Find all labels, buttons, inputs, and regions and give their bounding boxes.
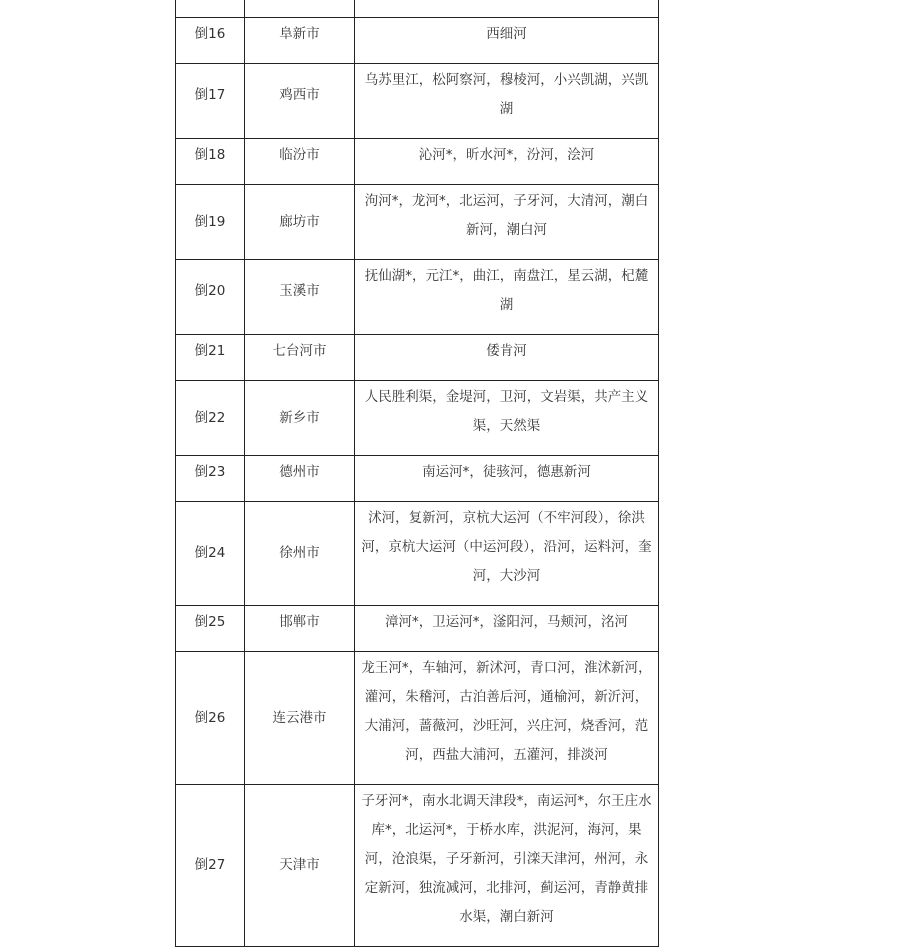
table-row-stub bbox=[176, 0, 659, 18]
city-cell: 临汾市 bbox=[245, 139, 355, 185]
table-row bbox=[176, 185, 659, 260]
rank-cell: 倒19 bbox=[176, 185, 245, 260]
table-row bbox=[176, 18, 659, 64]
rank-cell: 倒23 bbox=[176, 456, 245, 502]
stub-cell bbox=[176, 0, 245, 18]
rivers-cell: 漳河*，卫运河*，滏阳河，马颊河，洺河 bbox=[355, 606, 659, 652]
table-row bbox=[176, 64, 659, 139]
table-row bbox=[176, 381, 659, 456]
rivers-cell: 乌苏里江，松阿察河，穆棱河，小兴凯湖，兴凯湖 bbox=[355, 64, 659, 139]
city-cell: 玉溪市 bbox=[245, 260, 355, 335]
city-cell: 连云港市 bbox=[245, 652, 355, 785]
city-cell: 天津市 bbox=[245, 785, 355, 947]
rank-cell: 倒21 bbox=[176, 335, 245, 381]
table-row bbox=[176, 335, 659, 381]
rivers-cell: 子牙河*，南水北调天津段*，南运河*，尔王庄水库*，北运河*，于桥水库，洪泥河，海河，果河，沧浪渠，子牙新河，引滦天津河，州河，永定新河，独流减河，北排河，蓟运河，青静黄排水渠，潮白新河 bbox=[355, 785, 659, 947]
rivers-cell: 泃河*，龙河*，北运河，子牙河，大清河，潮白新河，潮白河 bbox=[355, 185, 659, 260]
city-cell: 鸡西市 bbox=[245, 64, 355, 139]
rivers-cell: 西细河 bbox=[355, 18, 659, 64]
rivers-cell: 南运河*，徒骇河，德惠新河 bbox=[355, 456, 659, 502]
table-row bbox=[176, 785, 659, 947]
rankings-table-container bbox=[175, 0, 658, 947]
rank-cell: 倒16 bbox=[176, 18, 245, 64]
city-cell: 七台河市 bbox=[245, 335, 355, 381]
table-row bbox=[176, 502, 659, 606]
rivers-cell: 沭河，复新河，京杭大运河（不牢河段），徐洪河，京杭大运河（中运河段），沿河，运料河，奎河，大沙河 bbox=[355, 502, 659, 606]
water-quality-ranking-table bbox=[175, 0, 659, 947]
stub-cell bbox=[245, 0, 355, 18]
rank-cell: 倒22 bbox=[176, 381, 245, 456]
table-row bbox=[176, 139, 659, 185]
rank-cell: 倒25 bbox=[176, 606, 245, 652]
table-row bbox=[176, 260, 659, 335]
rivers-cell: 人民胜利渠，金堤河，卫河，文岩渠，共产主义渠，天然渠 bbox=[355, 381, 659, 456]
rank-cell: 倒27 bbox=[176, 785, 245, 947]
rank-cell: 倒18 bbox=[176, 139, 245, 185]
table-row bbox=[176, 456, 659, 502]
city-cell: 徐州市 bbox=[245, 502, 355, 606]
table-row bbox=[176, 652, 659, 785]
stub-cell bbox=[355, 0, 659, 18]
rank-cell: 倒26 bbox=[176, 652, 245, 785]
city-cell: 阜新市 bbox=[245, 18, 355, 64]
rivers-cell: 龙王河*，车轴河，新沭河，青口河，淮沭新河，灌河，朱稽河，古泊善后河，通榆河，新沂河，大浦河，蔷薇河，沙旺河，兴庄河，烧香河，范河，西盐大浦河，五灌河，排淡河 bbox=[355, 652, 659, 785]
table-row bbox=[176, 606, 659, 652]
city-cell: 邯郸市 bbox=[245, 606, 355, 652]
city-cell: 新乡市 bbox=[245, 381, 355, 456]
city-cell: 廊坊市 bbox=[245, 185, 355, 260]
city-cell: 德州市 bbox=[245, 456, 355, 502]
rank-cell: 倒20 bbox=[176, 260, 245, 335]
rank-cell: 倒24 bbox=[176, 502, 245, 606]
rivers-cell: 抚仙湖*，元江*，曲江，南盘江，星云湖，杞麓湖 bbox=[355, 260, 659, 335]
rivers-cell: 沁河*，昕水河*，汾河，浍河 bbox=[355, 139, 659, 185]
rivers-cell: 倭肯河 bbox=[355, 335, 659, 381]
rank-cell: 倒17 bbox=[176, 64, 245, 139]
